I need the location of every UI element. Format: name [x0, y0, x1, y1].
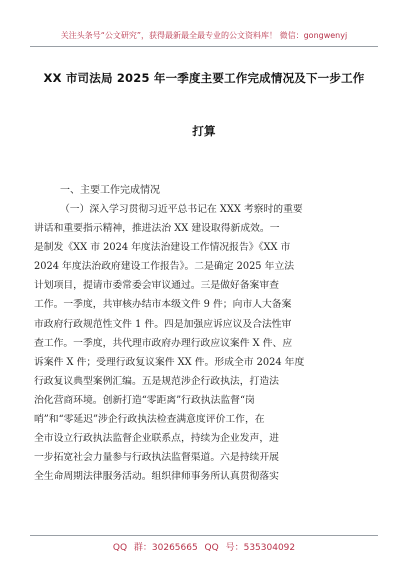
- body-line: （一）深入学习贯彻习近平总书记在 XXX 考察时的重要: [60, 204, 303, 215]
- body-line: 查工作。一季度，共代理市政府办理行政应议案件 X 件、应: [34, 337, 293, 349]
- header-watermark-note: 关注头条号“公文研究”，获得最新最全最专业的公文资料库！ 微信：gongwenyj: [60, 31, 348, 40]
- body-line: 是制发《XX 市 2024 年度法治建设工作情况报告》《XX 市: [34, 242, 291, 254]
- body-line: 2024 年度法治政府建设工作报告》。二是确定 2025 年立法: [34, 261, 295, 273]
- body-line: 讲话和重要指示精神，推进法治 XX 建设取得新成效。一: [34, 223, 280, 235]
- body-line: 诉案件 X 件；受理行政复议案件 XX 件。形成全市 2024 年度: [34, 356, 305, 368]
- document-title-line-2: 打算: [192, 124, 216, 138]
- footer-divider: [30, 535, 378, 536]
- document-title-line-1: XX 市司法局 2025 年一季度主要工作完成情况及下一步工作: [43, 71, 365, 85]
- body-line: 行政复议典型案例汇编。五是规范涉企行政执法，打造法: [34, 375, 279, 387]
- body-line: 哨”和“零延迟”涉企行政执法检查满意度评价工作，在: [34, 414, 265, 426]
- footer-contact-note: QQ 群：30265665 QQ 号：535304092: [112, 543, 296, 553]
- body-line: 全市设立行政执法监督企业联系点，持续为企业发声，进: [34, 433, 279, 445]
- body-line: 治化营商环境。创新打造“零距离”行政执法监督“岗: [34, 394, 255, 406]
- body-line: 计划项目，提请市委常委会审议通过。三是做好备案审查: [34, 280, 279, 292]
- body-line: 工作。一季度，共审核办结市本级文件 9 件；向市人大备案: [34, 299, 292, 311]
- header-divider: [30, 46, 378, 47]
- body-line: 一步拓宽社会力量参与行政执法监督渠道。六是持续开展: [34, 452, 279, 464]
- body-line: 全生命周期法律服务活动。组织律师事务所认真贯彻落实: [34, 471, 279, 483]
- body-paragraph: [34, 200, 350, 486]
- body-line: 市政府行政规范性文件 1 件。四是加强应诉应议及合法性审: [34, 318, 292, 330]
- section-heading: 一、主要工作完成情况: [60, 185, 160, 196]
